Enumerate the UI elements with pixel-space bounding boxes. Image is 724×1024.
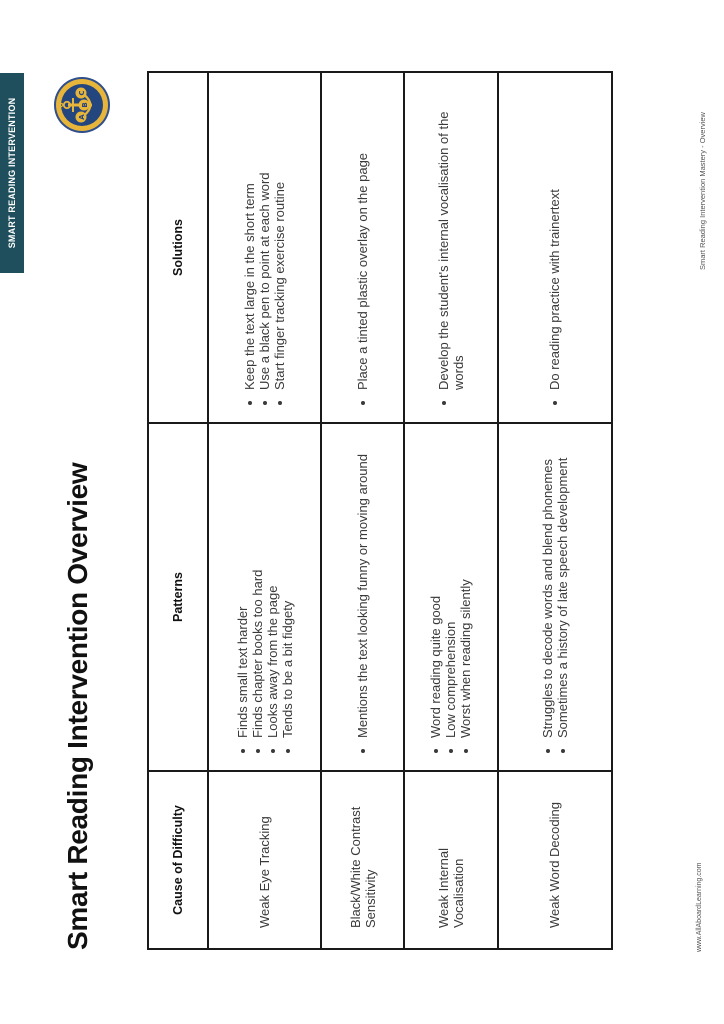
solutions-cell — [404, 72, 498, 423]
list-item: • Finds small text harder — [235, 438, 250, 738]
list-item: • Finds chapter books too hard — [250, 438, 265, 738]
cause-cell: Weak Internal Vocalisation — [404, 771, 498, 949]
svg-text:C: C — [78, 90, 86, 96]
svg-text:A: A — [78, 114, 86, 120]
page-title: Smart Reading Intervention Overview — [62, 462, 93, 950]
header-patterns: Patterns — [148, 423, 208, 771]
solutions-cell — [498, 72, 612, 423]
list-item: • Sometimes a history of late speech development — [555, 438, 570, 738]
footer-website: www.AllAboardLearning.com — [696, 862, 703, 952]
list-item: • Struggles to decode words and blend phonemes — [540, 438, 555, 738]
cause-cell: Weak Eye Tracking — [208, 771, 321, 949]
table-row — [321, 72, 404, 949]
patterns-cell — [321, 423, 404, 771]
solutions-cell — [321, 72, 404, 423]
header-solutions: Solutions — [148, 72, 208, 423]
intervention-table — [147, 71, 613, 950]
table-header-row — [148, 72, 208, 949]
header-cause: Cause of Difficulty — [148, 771, 208, 949]
list-item: • Low comprehension — [443, 438, 458, 738]
footer-page-label: Smart Reading Intervention Mastery - Overview — [698, 112, 707, 270]
table-row — [208, 72, 321, 949]
list-item: • Word reading quite good — [428, 438, 443, 738]
list-item: • Place a tinted plastic overlay on the page — [355, 87, 370, 390]
list-item: • Use a black pen to point at each word — [257, 87, 272, 390]
list-item: • Tends to be a bit fidgety — [280, 438, 295, 738]
list-item: • Develop the student's internal vocalisation of the words — [436, 87, 466, 390]
list-item: • Looks away from the page — [265, 438, 280, 738]
solutions-cell — [208, 72, 321, 423]
svg-text:G: G — [58, 102, 65, 108]
list-item: • Mentions the text looking funny or moving around — [355, 438, 370, 738]
list-item: • Keep the text large in the short term — [242, 87, 257, 390]
list-item: • Worst when reading silently — [458, 438, 473, 738]
list-item: • Do reading practice with trainertext — [547, 87, 562, 390]
svg-text:B: B — [81, 102, 89, 108]
patterns-cell — [208, 423, 321, 771]
list-item: • Start finger tracking exercise routine — [272, 87, 287, 390]
patterns-cell — [498, 423, 612, 771]
cause-cell: Black/White Contrast Sensitivity — [321, 771, 404, 949]
table-row — [404, 72, 498, 949]
patterns-cell — [404, 423, 498, 771]
side-tab-label: SMART READING INTERVENTION — [7, 97, 17, 249]
cause-cell: Weak Word Decoding — [498, 771, 612, 949]
table-row — [498, 72, 612, 949]
